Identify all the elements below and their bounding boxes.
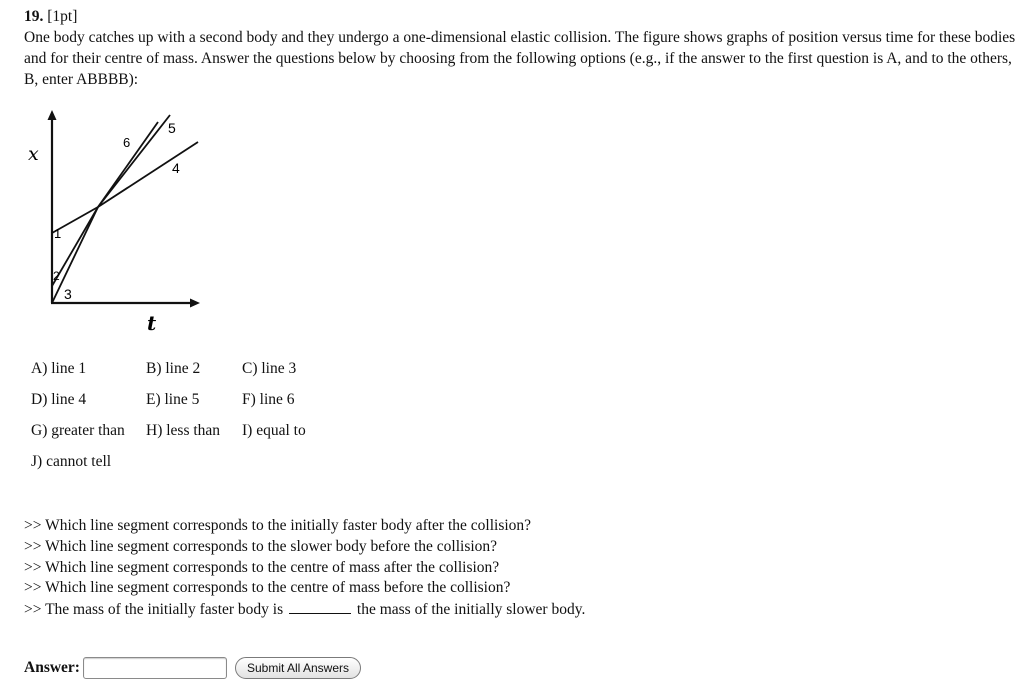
line-3 <box>52 207 98 303</box>
question-text: One body catches up with a second body and they undergo a one-dimensional elastic collision. The figure shows graphs of position versus time for these bodies and for their centre of mass. Answer the questions below by choosing from the following options (e.g., if the answer to the first question is A, and to the others, B, enter ABBBB): <box>24 29 1016 88</box>
sub-question-1: >> Which line segment corresponds to the initially faster body after the collision? <box>24 517 532 534</box>
option-h: H) less than <box>146 421 221 439</box>
y-axis-arrow <box>48 110 57 120</box>
answer-options <box>31 353 342 477</box>
option-a: A) line 1 <box>31 359 87 377</box>
option-g: G) greater than <box>31 421 125 439</box>
line-4 <box>98 142 198 207</box>
y-axis-label: x <box>28 143 39 165</box>
x-axis-label: t <box>147 311 157 335</box>
line-label-3: 3 <box>64 286 72 302</box>
sub-question-5-start: >> The mass of the initially faster body is <box>24 601 284 619</box>
options-row-3 <box>31 415 342 446</box>
x-axis-arrow <box>190 299 200 308</box>
sub-questions <box>24 516 585 621</box>
answer-label: Answer: <box>24 659 80 676</box>
sub-question-5 <box>24 599 585 621</box>
option-e: E) line 5 <box>146 390 200 408</box>
position-time-graph <box>22 108 212 338</box>
fill-in-blank <box>289 599 351 614</box>
option-j: J) cannot tell <box>31 452 112 470</box>
line-label-4: 4 <box>172 160 180 176</box>
question-points: [1pt] <box>47 8 78 25</box>
options-row-2 <box>31 384 342 415</box>
answer-input[interactable] <box>83 657 227 679</box>
option-f: F) line 6 <box>242 390 295 408</box>
line-label-1: 1 <box>54 226 62 241</box>
option-d: D) line 4 <box>31 390 87 408</box>
line-label-6: 6 <box>123 135 131 150</box>
line-label-5: 5 <box>168 120 176 136</box>
question-number: 19. <box>24 8 44 25</box>
option-i: I) equal to <box>242 421 306 439</box>
answer-area <box>24 657 361 679</box>
sub-question-4: >> Which line segment corresponds to the centre of mass before the collision? <box>24 579 511 597</box>
question-header <box>24 6 1019 90</box>
line-label-2: 2 <box>53 269 60 283</box>
options-row-4 <box>31 446 342 477</box>
sub-question-5-end: the mass of the initially slower body. <box>356 601 586 619</box>
sub-question-2: >> Which line segment corresponds to the slower body before the collision? <box>24 537 498 555</box>
option-b: B) line 2 <box>146 359 201 377</box>
options-row-1 <box>31 353 342 384</box>
submit-all-answers-button[interactable]: Submit All Answers <box>235 657 361 679</box>
sub-question-3: >> Which line segment corresponds to the centre of mass after the collision? <box>24 558 500 576</box>
option-c: C) line 3 <box>242 359 297 377</box>
